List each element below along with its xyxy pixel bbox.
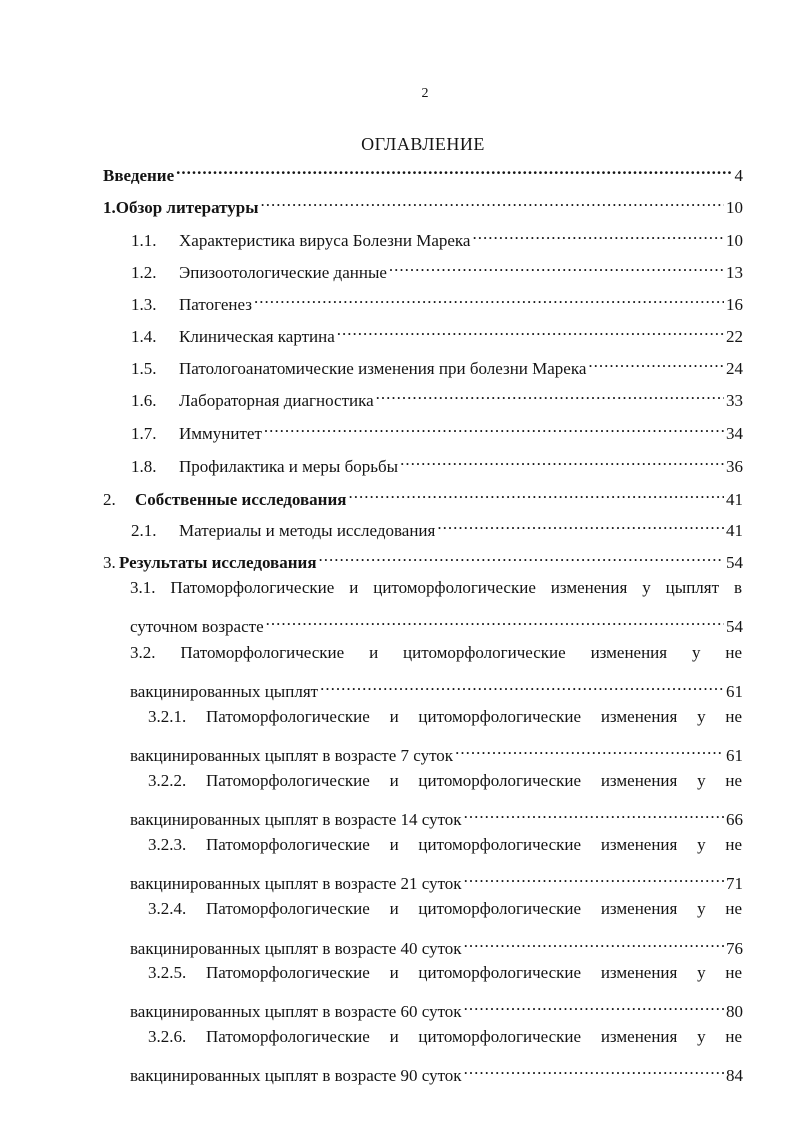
toc-entry-number: 2.1. (131, 521, 157, 540)
leader-dots (389, 254, 724, 278)
toc-entry-page: 66 (726, 810, 743, 829)
toc-entry-1-8[interactable] (131, 448, 743, 476)
toc-entry-page: 34 (726, 424, 743, 443)
toc-entry-number: 1.8. (131, 457, 157, 476)
leader-dots (337, 318, 724, 342)
toc-entry-label: суточном возрасте (130, 617, 264, 636)
toc-entry-number: 1.5. (131, 359, 157, 378)
toc-entry-page: 22 (726, 327, 743, 346)
toc-entry-page: 61 (726, 682, 743, 701)
toc-entry-label: вакцинированных цыплят в возрасте 40 суток (130, 939, 462, 958)
toc-entry-label: Иммунитет (179, 424, 262, 443)
toc-entry-2-1[interactable] (131, 512, 743, 540)
toc-entry-label: Материалы и методы исследования (179, 521, 436, 540)
toc-entry-introduction[interactable] (103, 157, 743, 185)
toc-entry-1[interactable] (103, 189, 743, 217)
toc-entry-label: вакцинированных цыплят в возрасте 14 суток (130, 810, 462, 829)
toc-entry-3-2-6-line2[interactable] (130, 1057, 743, 1085)
toc-entry-1-5[interactable] (131, 350, 743, 378)
toc-entry-3-2-4-line1[interactable]: 3.2.4. Патоморфологические и цитоморфологические изменения у не (148, 899, 742, 918)
toc-entry-number: 3. (103, 553, 116, 572)
toc-entry-label: 1.Обзор литературы (103, 198, 259, 217)
leader-dots (472, 222, 724, 246)
toc-entry-number: 1.6. (131, 391, 157, 410)
toc-entry-label: Лабораторная диагностика (179, 391, 374, 410)
toc-entry-label: Профилактика и меры борьбы (179, 457, 399, 476)
toc-entry-page: 84 (726, 1066, 743, 1085)
toc-entry-page: 41 (726, 521, 743, 540)
toc-entry-page: 16 (726, 295, 743, 314)
toc-entry-label: Введение (103, 166, 175, 185)
toc-entry-page: 10 (726, 198, 743, 217)
toc-entry-3-2-line1[interactable]: 3.2. Патоморфологические и цитоморфологические изменения у не (130, 643, 742, 662)
leader-dots (588, 350, 724, 374)
toc-entry-label: вакцинированных цыплят в возрасте 21 суток (130, 874, 462, 893)
page-number: 2 (421, 86, 429, 101)
leader-dots (320, 673, 724, 697)
toc-entry-3-1-line1[interactable]: 3.1. Патоморфологические и цитоморфологические изменения у цыплят в (130, 578, 742, 597)
leader-dots (464, 801, 724, 825)
leader-dots (348, 481, 724, 505)
toc-entry-page: 13 (726, 263, 743, 282)
toc-entry-3-2-4-line2[interactable] (130, 930, 743, 958)
leader-dots (264, 415, 724, 439)
toc-entry-1-2[interactable] (131, 254, 743, 282)
toc-entry-label: вакцинированных цыплят в возрасте 90 суток (130, 1066, 462, 1085)
leader-dots (261, 189, 724, 213)
leader-dots (266, 608, 724, 632)
toc-entry-number: 1.7. (131, 424, 157, 443)
leader-dots (176, 157, 732, 181)
toc-entry-3[interactable] (103, 544, 743, 572)
toc-entry-page: 76 (726, 939, 743, 958)
toc-entry-number: 1.3. (131, 295, 157, 314)
toc-entry-label: Эпизоотологические данные (179, 263, 387, 282)
toc-entry-page: 4 (734, 166, 743, 185)
toc-entry-page: 54 (726, 617, 743, 636)
toc-entry-3-2-1-line1[interactable]: 3.2.1. Патоморфологические и цитоморфологические изменения у не (148, 707, 742, 726)
toc-entry-number: 1.2. (131, 263, 157, 282)
toc-entry-page: 71 (726, 874, 743, 893)
toc-entry-1-7[interactable] (131, 415, 743, 443)
toc-entry-label: Клиническая картина (179, 327, 335, 346)
toc-entry-3-2-5-line2[interactable] (130, 993, 743, 1021)
leader-dots (455, 737, 724, 761)
toc-entry-page: 10 (726, 231, 743, 250)
leader-dots (464, 930, 724, 954)
leader-dots (254, 286, 724, 310)
toc-entry-page: 80 (726, 1002, 743, 1021)
toc-entry-label: Патологоанатомические изменения при болезни Марека (179, 359, 587, 378)
toc-entry-1-4[interactable] (131, 318, 743, 346)
toc-entry-label: вакцинированных цыплят (130, 682, 319, 701)
toc-entry-page: 36 (726, 457, 743, 476)
toc-entry-page: 33 (726, 391, 743, 410)
toc-entry-3-2-2-line2[interactable] (130, 801, 743, 829)
leader-dots (437, 512, 724, 536)
toc-entry-label: Характеристика вируса Болезни Марека (179, 231, 471, 250)
toc-entry-label: вакцинированных цыплят в возрасте 7 суток (130, 746, 454, 765)
toc-entry-page: 24 (726, 359, 743, 378)
toc-entry-label: вакцинированных цыплят в возрасте 60 суток (130, 1002, 462, 1021)
leader-dots (400, 448, 724, 472)
leader-dots (319, 544, 724, 568)
toc-entry-label: Собственные исследования (135, 490, 347, 509)
toc-title: ОГЛАВЛЕНИЕ (361, 134, 485, 154)
toc-entry-3-2-6-line1[interactable]: 3.2.6. Патоморфологические и цитоморфологические изменения у не (148, 1027, 742, 1046)
toc-entry-page: 61 (726, 746, 743, 765)
leader-dots (464, 993, 724, 1017)
toc-entry-label: Результаты исследования (119, 553, 317, 572)
leader-dots (464, 865, 724, 889)
toc-entry-page: 54 (726, 553, 743, 572)
toc-entry-3-2-line2[interactable] (130, 673, 743, 701)
toc-entry-3-2-3-line1[interactable]: 3.2.3. Патоморфологические и цитоморфологические изменения у не (148, 835, 742, 854)
toc-entry-1-6[interactable] (131, 382, 743, 410)
toc-entry-3-2-2-line1[interactable]: 3.2.2. Патоморфологические и цитоморфологические изменения у не (148, 771, 742, 790)
toc-entry-page: 41 (726, 490, 743, 509)
toc-entry-2[interactable] (103, 481, 743, 509)
toc-entry-number: 2. (103, 490, 116, 509)
toc-entry-1-1[interactable] (131, 222, 743, 250)
toc-entry-label: Патогенез (179, 295, 252, 314)
leader-dots (376, 382, 724, 406)
toc-entry-3-2-5-line1[interactable]: 3.2.5. Патоморфологические и цитоморфологические изменения у не (148, 963, 742, 982)
leader-dots (464, 1057, 724, 1081)
toc-entry-number: 1.1. (131, 231, 157, 250)
toc-entry-1-3[interactable] (131, 286, 743, 314)
toc-entry-3-2-3-line2[interactable] (130, 865, 743, 893)
toc-entry-number: 1.4. (131, 327, 157, 346)
toc-entry-3-1-line2[interactable] (130, 608, 743, 636)
toc-entry-3-2-1-line2[interactable] (130, 737, 743, 765)
